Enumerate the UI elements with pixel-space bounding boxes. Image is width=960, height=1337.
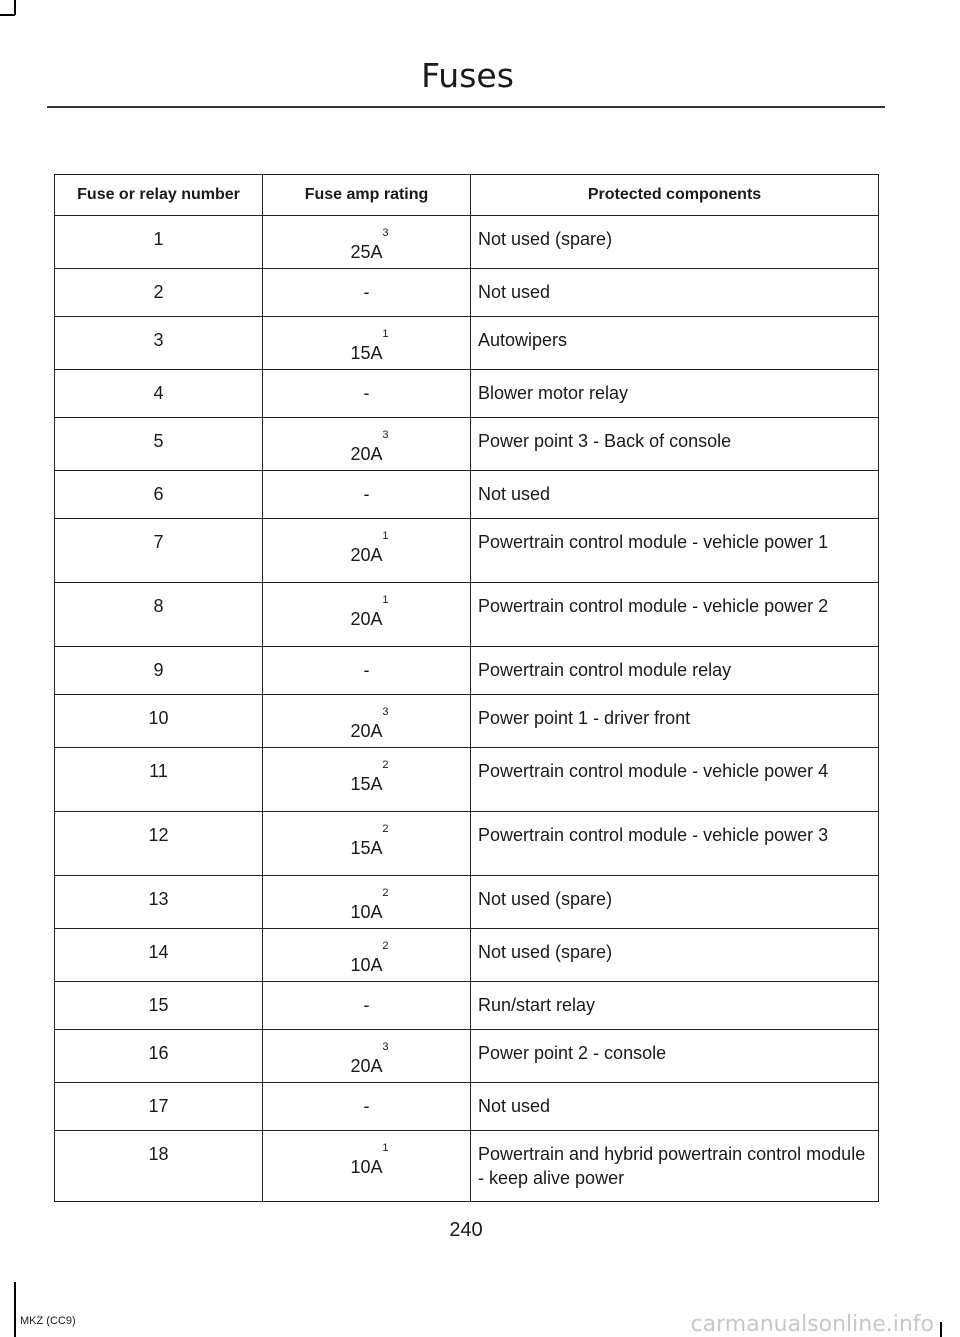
amp-rating-cell (263, 695, 471, 748)
amp-rating-cell (263, 1131, 471, 1202)
amp-rating-value: 15A (350, 838, 383, 858)
amp-rating (364, 1094, 370, 1118)
footnote-marker: 3 (382, 1041, 389, 1053)
fuse-number: 7 (55, 519, 263, 583)
protected-component: Power point 3 - Back of console (471, 418, 879, 471)
footnote-marker: 2 (382, 887, 389, 899)
page-number: 240 (449, 1219, 483, 1241)
amp-rating-cell (263, 519, 471, 583)
amp-rating (350, 594, 389, 631)
fuse-number: 5 (55, 418, 263, 471)
amp-rating (364, 381, 370, 405)
amp-rating (350, 940, 389, 977)
table-row (55, 370, 879, 418)
amp-rating-cell (263, 748, 471, 812)
table-row (55, 647, 879, 695)
amp-rating-cell (263, 471, 471, 519)
amp-rating-cell (263, 317, 471, 370)
amp-rating-value: 10A (350, 955, 383, 975)
amp-rating (350, 759, 389, 796)
table-row (55, 418, 879, 471)
amp-rating-value: 15A (350, 343, 383, 363)
table-row (55, 471, 879, 519)
fuse-number: 9 (55, 647, 263, 695)
amp-rating-value: - (363, 660, 370, 680)
table-row (55, 812, 879, 876)
amp-rating-value: - (363, 282, 370, 302)
table-row (55, 876, 879, 929)
protected-component: Not used (471, 269, 879, 317)
fuse-number: 13 (55, 876, 263, 929)
footnote-marker: 1 (382, 594, 389, 606)
protected-component: Not used (471, 1083, 879, 1131)
amp-rating (364, 658, 370, 682)
protected-component: Not used (spare) (471, 876, 879, 929)
amp-rating-value: 10A (350, 902, 383, 922)
protected-component: Not used (spare) (471, 216, 879, 269)
amp-rating (350, 887, 389, 924)
amp-rating-cell (263, 812, 471, 876)
amp-rating-cell (263, 1030, 471, 1083)
crop-mark (14, 1282, 16, 1337)
column-header: Protected components (471, 175, 879, 216)
crop-mark (940, 1322, 942, 1337)
amp-rating (350, 429, 389, 466)
table-header-row (55, 175, 879, 216)
fuse-table (54, 174, 879, 1202)
table-row (55, 1131, 879, 1202)
amp-rating (350, 823, 389, 860)
table-row (55, 929, 879, 982)
amp-rating-cell (263, 269, 471, 317)
amp-rating (350, 328, 389, 365)
fuse-number: 11 (55, 748, 263, 812)
footnote-marker: 3 (382, 227, 389, 239)
amp-rating-value: 20A (350, 545, 383, 565)
footnote-marker: 3 (382, 706, 389, 718)
protected-component: Not used (471, 471, 879, 519)
amp-rating-cell (263, 647, 471, 695)
footnote-marker: 2 (382, 823, 389, 835)
footnote-marker: 2 (382, 940, 389, 952)
table-row (55, 748, 879, 812)
column-header: Fuse or relay number (55, 175, 263, 216)
table-row (55, 1083, 879, 1131)
amp-rating-cell (263, 876, 471, 929)
column-header: Fuse amp rating (263, 175, 471, 216)
amp-rating-value: 15A (350, 774, 383, 794)
amp-rating-cell (263, 1083, 471, 1131)
amp-rating (350, 706, 389, 743)
crop-mark (14, 0, 16, 15)
amp-rating-cell (263, 929, 471, 982)
table-row (55, 216, 879, 269)
footnote-marker: 1 (382, 1142, 389, 1154)
protected-component: Powertrain control module - vehicle power 2 (471, 583, 879, 647)
amp-rating-cell (263, 418, 471, 471)
amp-rating-cell (263, 982, 471, 1030)
amp-rating-value: 20A (350, 609, 383, 629)
amp-rating (364, 993, 370, 1017)
protected-component: Powertrain control module - vehicle power 4 (471, 748, 879, 812)
footnote-marker: 3 (382, 429, 389, 441)
fuse-table-body (55, 216, 879, 1202)
fuse-number: 12 (55, 812, 263, 876)
amp-rating (364, 482, 370, 506)
footer-model-code: MKZ (CC9) (20, 1315, 76, 1327)
amp-rating-value: 20A (350, 444, 383, 464)
protected-component: Powertrain control module - vehicle power 3 (471, 812, 879, 876)
amp-rating (364, 280, 370, 304)
protected-component: Not used (spare) (471, 929, 879, 982)
title-divider (47, 106, 885, 108)
protected-component: Autowipers (471, 317, 879, 370)
amp-rating-cell (263, 216, 471, 269)
amp-rating (350, 227, 389, 264)
fuse-number: 16 (55, 1030, 263, 1083)
amp-rating-value: 25A (350, 242, 383, 262)
table-row (55, 519, 879, 583)
fuse-number: 6 (55, 471, 263, 519)
fuse-number: 3 (55, 317, 263, 370)
amp-rating-cell (263, 370, 471, 418)
fuse-number: 8 (55, 583, 263, 647)
fuse-number: 4 (55, 370, 263, 418)
table-row (55, 317, 879, 370)
amp-rating-value: - (363, 383, 370, 403)
table-row (55, 583, 879, 647)
table-row (55, 269, 879, 317)
amp-rating-value: 20A (350, 721, 383, 741)
protected-component: Run/start relay (471, 982, 879, 1030)
amp-rating (350, 530, 389, 567)
footnote-marker: 1 (382, 328, 389, 340)
protected-component: Power point 2 - console (471, 1030, 879, 1083)
fuse-number: 18 (55, 1131, 263, 1202)
amp-rating-value: 20A (350, 1056, 383, 1076)
amp-rating-value: - (363, 484, 370, 504)
fuse-number: 10 (55, 695, 263, 748)
amp-rating-value: - (363, 995, 370, 1015)
amp-rating-value: - (363, 1096, 370, 1116)
fuse-number: 14 (55, 929, 263, 982)
table-row (55, 695, 879, 748)
protected-component: Blower motor relay (471, 370, 879, 418)
footnote-marker: 2 (382, 759, 389, 771)
fuse-number: 1 (55, 216, 263, 269)
protected-component: Powertrain control module - vehicle power 1 (471, 519, 879, 583)
amp-rating (350, 1041, 389, 1078)
footnote-marker: 1 (382, 530, 389, 542)
fuse-number: 17 (55, 1083, 263, 1131)
protected-component: Power point 1 - driver front (471, 695, 879, 748)
protected-component: Powertrain and hybrid powertrain control module - keep alive power (471, 1131, 879, 1202)
amp-rating (350, 1142, 389, 1179)
table-row (55, 982, 879, 1030)
watermark: carmanualsonline.info (690, 1312, 934, 1337)
protected-component: Powertrain control module relay (471, 647, 879, 695)
amp-rating-cell (263, 583, 471, 647)
crop-mark (0, 14, 15, 16)
table-row (55, 1030, 879, 1083)
amp-rating-value: 10A (350, 1157, 383, 1177)
fuse-number: 2 (55, 269, 263, 317)
fuse-number: 15 (55, 982, 263, 1030)
page-title: Fuses (421, 56, 514, 95)
